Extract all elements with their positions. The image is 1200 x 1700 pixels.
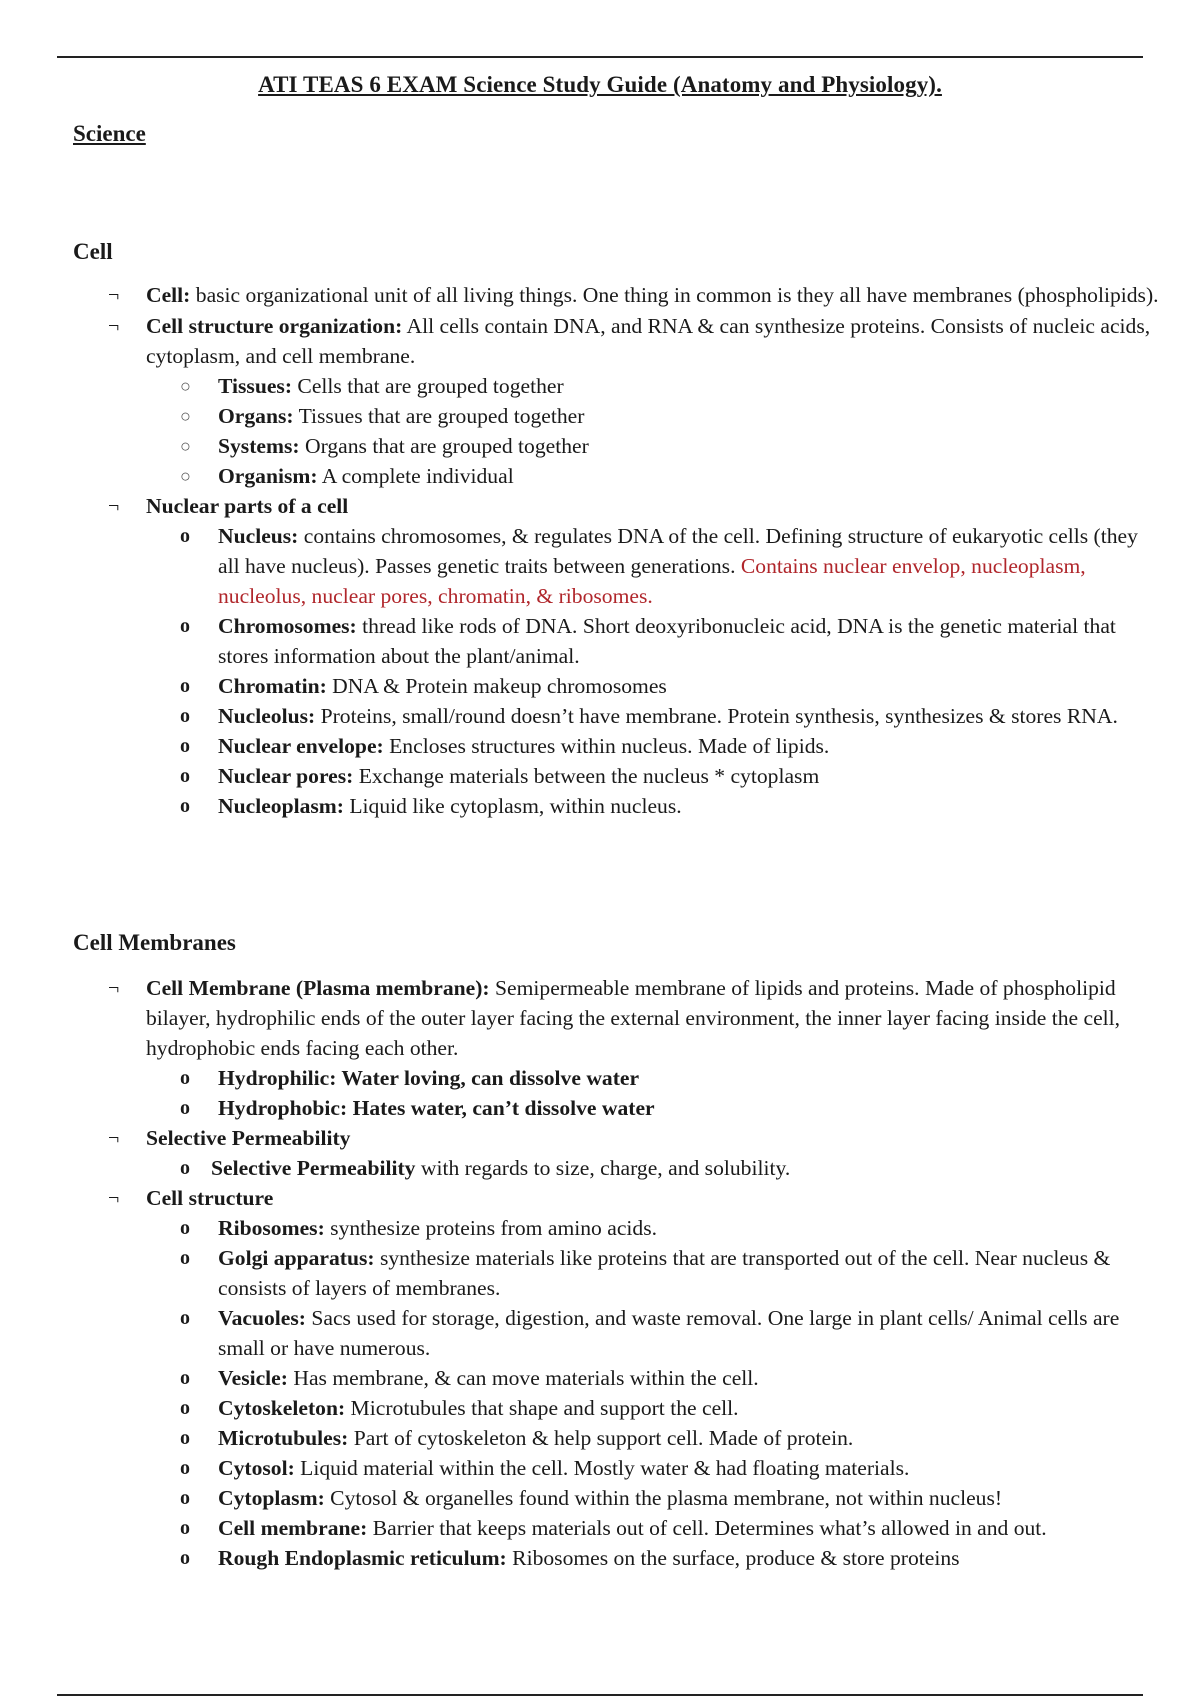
bullet-marker: o <box>180 1517 190 1539</box>
list-item <box>0 1213 1200 1243</box>
bullet-marker: o <box>180 675 190 697</box>
definition: Liquid material within the cell. Mostly water & had floating materials. <box>294 1456 910 1480</box>
definition: Part of cytoskeleton & help support cell. Made of protein. <box>348 1426 854 1450</box>
bullet-marker: o <box>180 1547 190 1569</box>
term: Nucleolus: <box>218 704 316 728</box>
membranes-list <box>0 973 1200 1573</box>
bullet-marker: ○ <box>180 466 191 486</box>
term: Selective Permeability <box>146 1126 351 1150</box>
list-item <box>0 1063 1200 1093</box>
term: Tissues: <box>218 374 293 398</box>
bullet-marker: o <box>180 1487 190 1509</box>
bullet-marker: ¬ <box>108 1187 120 1209</box>
list-item <box>0 1303 1200 1363</box>
list-item <box>0 401 1200 431</box>
bottom-rule <box>57 1694 1143 1696</box>
definition: DNA & Protein makeup chromosomes <box>326 674 667 698</box>
list-item <box>0 311 1200 371</box>
definition: Proteins, small/round doesn’t have membrane. Protein synthesis, synthesizes & stores RNA. <box>315 704 1118 728</box>
list-item <box>0 521 1200 611</box>
bullet-marker: o <box>180 1397 190 1419</box>
top-rule <box>57 56 1143 58</box>
list-item <box>0 461 1200 491</box>
document-title: ATI TEAS 6 EXAM Science Study Guide (Anatomy and Physiology). <box>258 72 942 97</box>
term: Vacuoles: <box>218 1306 306 1330</box>
definition: Organs that are grouped together <box>299 434 589 458</box>
term: Nuclear pores: <box>218 764 354 788</box>
bullet-marker: ¬ <box>108 1127 120 1149</box>
term: Hydrophobic: Hates water, can’t dissolve water <box>218 1096 655 1120</box>
cell-list <box>0 280 1200 821</box>
definition: thread like rods of DNA. Short deoxyribonucleic acid, DNA is the genetic material that stores information about the plant/animal. <box>218 614 1116 668</box>
definition: Encloses structures within nucleus. Made of lipids. <box>383 734 830 758</box>
list-item <box>0 761 1200 791</box>
term: Hydrophilic: Water loving, can dissolve water <box>218 1066 640 1090</box>
list-item <box>0 1453 1200 1483</box>
section-heading-membranes: Cell Membranes <box>73 930 236 955</box>
definition: Tissues that are grouped together <box>293 404 585 428</box>
term: Rough Endoplasmic reticulum: <box>218 1546 507 1570</box>
definition: Cytosol & organelles found within the plasma membrane, not within nucleus! <box>324 1486 1003 1510</box>
bullet-marker: o <box>180 705 190 727</box>
bullet-marker: o <box>180 615 190 637</box>
bullet-marker: o <box>180 1067 190 1089</box>
list-item <box>0 371 1200 401</box>
term: Chromosomes: <box>218 614 357 638</box>
definition: basic organizational unit of all living things. One thing in common is they all have membranes (phospholipids). <box>190 283 1159 307</box>
term: Nucleoplasm: <box>218 794 344 818</box>
definition: Microtubules that shape and support the cell. <box>345 1396 739 1420</box>
list-item <box>0 731 1200 761</box>
definition: A complete individual <box>317 464 514 488</box>
list-item <box>0 1093 1200 1123</box>
term: Organism: <box>218 464 318 488</box>
bullet-marker: o <box>180 765 190 787</box>
term: Cell structure organization: <box>146 314 403 338</box>
definition: synthesize proteins from amino acids. <box>324 1216 658 1240</box>
bullet-marker: ¬ <box>108 495 120 517</box>
bullet-marker: ¬ <box>108 315 120 337</box>
list-item <box>0 1123 1200 1153</box>
bullet-marker: o <box>180 1457 190 1479</box>
bullet-marker: o <box>180 735 190 757</box>
list-item <box>0 1513 1200 1543</box>
list-item <box>0 701 1200 731</box>
list-item <box>0 973 1200 1063</box>
definition: Sacs used for storage, digestion, and waste removal. One large in plant cells/ Animal cells are small or have numerous. <box>218 1306 1120 1360</box>
section-heading-cell: Cell <box>73 239 113 264</box>
term: Cytoskeleton: <box>218 1396 346 1420</box>
bullet-marker: ○ <box>180 436 191 456</box>
list-item <box>0 611 1200 671</box>
list-item <box>0 491 1200 521</box>
list-item <box>0 791 1200 821</box>
definition: Liquid like cytoplasm, within nucleus. <box>343 794 682 818</box>
term: Cell structure <box>146 1186 274 1210</box>
term: Chromatin: <box>218 674 327 698</box>
term: Nuclear parts of a cell <box>146 494 349 518</box>
list-item <box>0 1543 1200 1573</box>
definition: Semipermeable membrane of lipids and proteins. Made of phospholipid bilayer, hydrophilic ends of the outer layer facing the external environment, the inner layer facing inside the cell, hydrophobic ends facing each other. <box>146 976 1121 1060</box>
list-item <box>0 1183 1200 1213</box>
bullet-marker: ○ <box>180 376 191 396</box>
definition: with regards to size, charge, and solubility. <box>415 1156 791 1180</box>
term: Systems: <box>218 434 300 458</box>
bullet-marker: o <box>180 795 190 817</box>
bullet-marker: o <box>180 1307 190 1329</box>
bullet-marker: o <box>180 1217 190 1239</box>
term: Selective Permeability <box>211 1156 416 1180</box>
list-item <box>0 431 1200 461</box>
definition: synthesize materials like proteins that are transported out of the cell. Near nucleus & consists of layers of membranes. <box>218 1246 1111 1300</box>
subject-heading: Science <box>73 121 146 146</box>
bullet-marker: o <box>180 525 190 547</box>
bullet-marker: ¬ <box>108 284 120 306</box>
list-item <box>0 1423 1200 1453</box>
bullet-marker: ○ <box>180 406 191 426</box>
definition: Exchange materials between the nucleus * cytoplasm <box>353 764 820 788</box>
definition: Barrier that keeps materials out of cell. Determines what’s allowed in and out. <box>367 1516 1047 1540</box>
list-item <box>0 671 1200 701</box>
bullet-marker: o <box>180 1427 190 1449</box>
term: Nuclear envelope: <box>218 734 384 758</box>
term: Microtubules: <box>218 1426 349 1450</box>
list-item <box>0 280 1200 310</box>
list-item <box>0 1483 1200 1513</box>
definition: contains chromosomes, & regulates DNA of the cell. Defining structure of eukaryotic cells (they all have nucleus). Passes genetic traits between generations. <box>218 524 1138 578</box>
term: Cytoplasm: <box>218 1486 325 1510</box>
definition: Has membrane, & can move materials within the cell. <box>287 1366 759 1390</box>
list-item <box>0 1153 1200 1183</box>
definition: All cells contain DNA, and RNA & can synthesize proteins. Consists of nucleic acids, cytoplasm, and cell membrane. <box>146 314 1151 368</box>
term: Cell: <box>146 283 191 307</box>
term: Cytosol: <box>218 1456 295 1480</box>
bullet-marker: ¬ <box>108 977 120 999</box>
term: Vesicle: <box>218 1366 288 1390</box>
bullet-marker: o <box>180 1097 190 1119</box>
bullet-marker: o <box>180 1367 190 1389</box>
term: Nucleus: <box>218 524 299 548</box>
highlighted-note: Contains nuclear envelop, nucleoplasm, nucleolus, nuclear pores, chromatin, & ribosomes. <box>218 554 1086 608</box>
bullet-marker: o <box>180 1247 190 1269</box>
term: Organs: <box>218 404 294 428</box>
list-item <box>0 1363 1200 1393</box>
term: Ribosomes: <box>218 1216 325 1240</box>
term: Cell membrane: <box>218 1516 368 1540</box>
definition: Ribosomes on the surface, produce & store proteins <box>506 1546 960 1570</box>
term: Cell Membrane (Plasma membrane): <box>146 976 490 1000</box>
bullet-marker: o <box>180 1157 190 1179</box>
list-item <box>0 1243 1200 1303</box>
list-item <box>0 1393 1200 1423</box>
term: Golgi apparatus: <box>218 1246 375 1270</box>
definition: Cells that are grouped together <box>292 374 564 398</box>
